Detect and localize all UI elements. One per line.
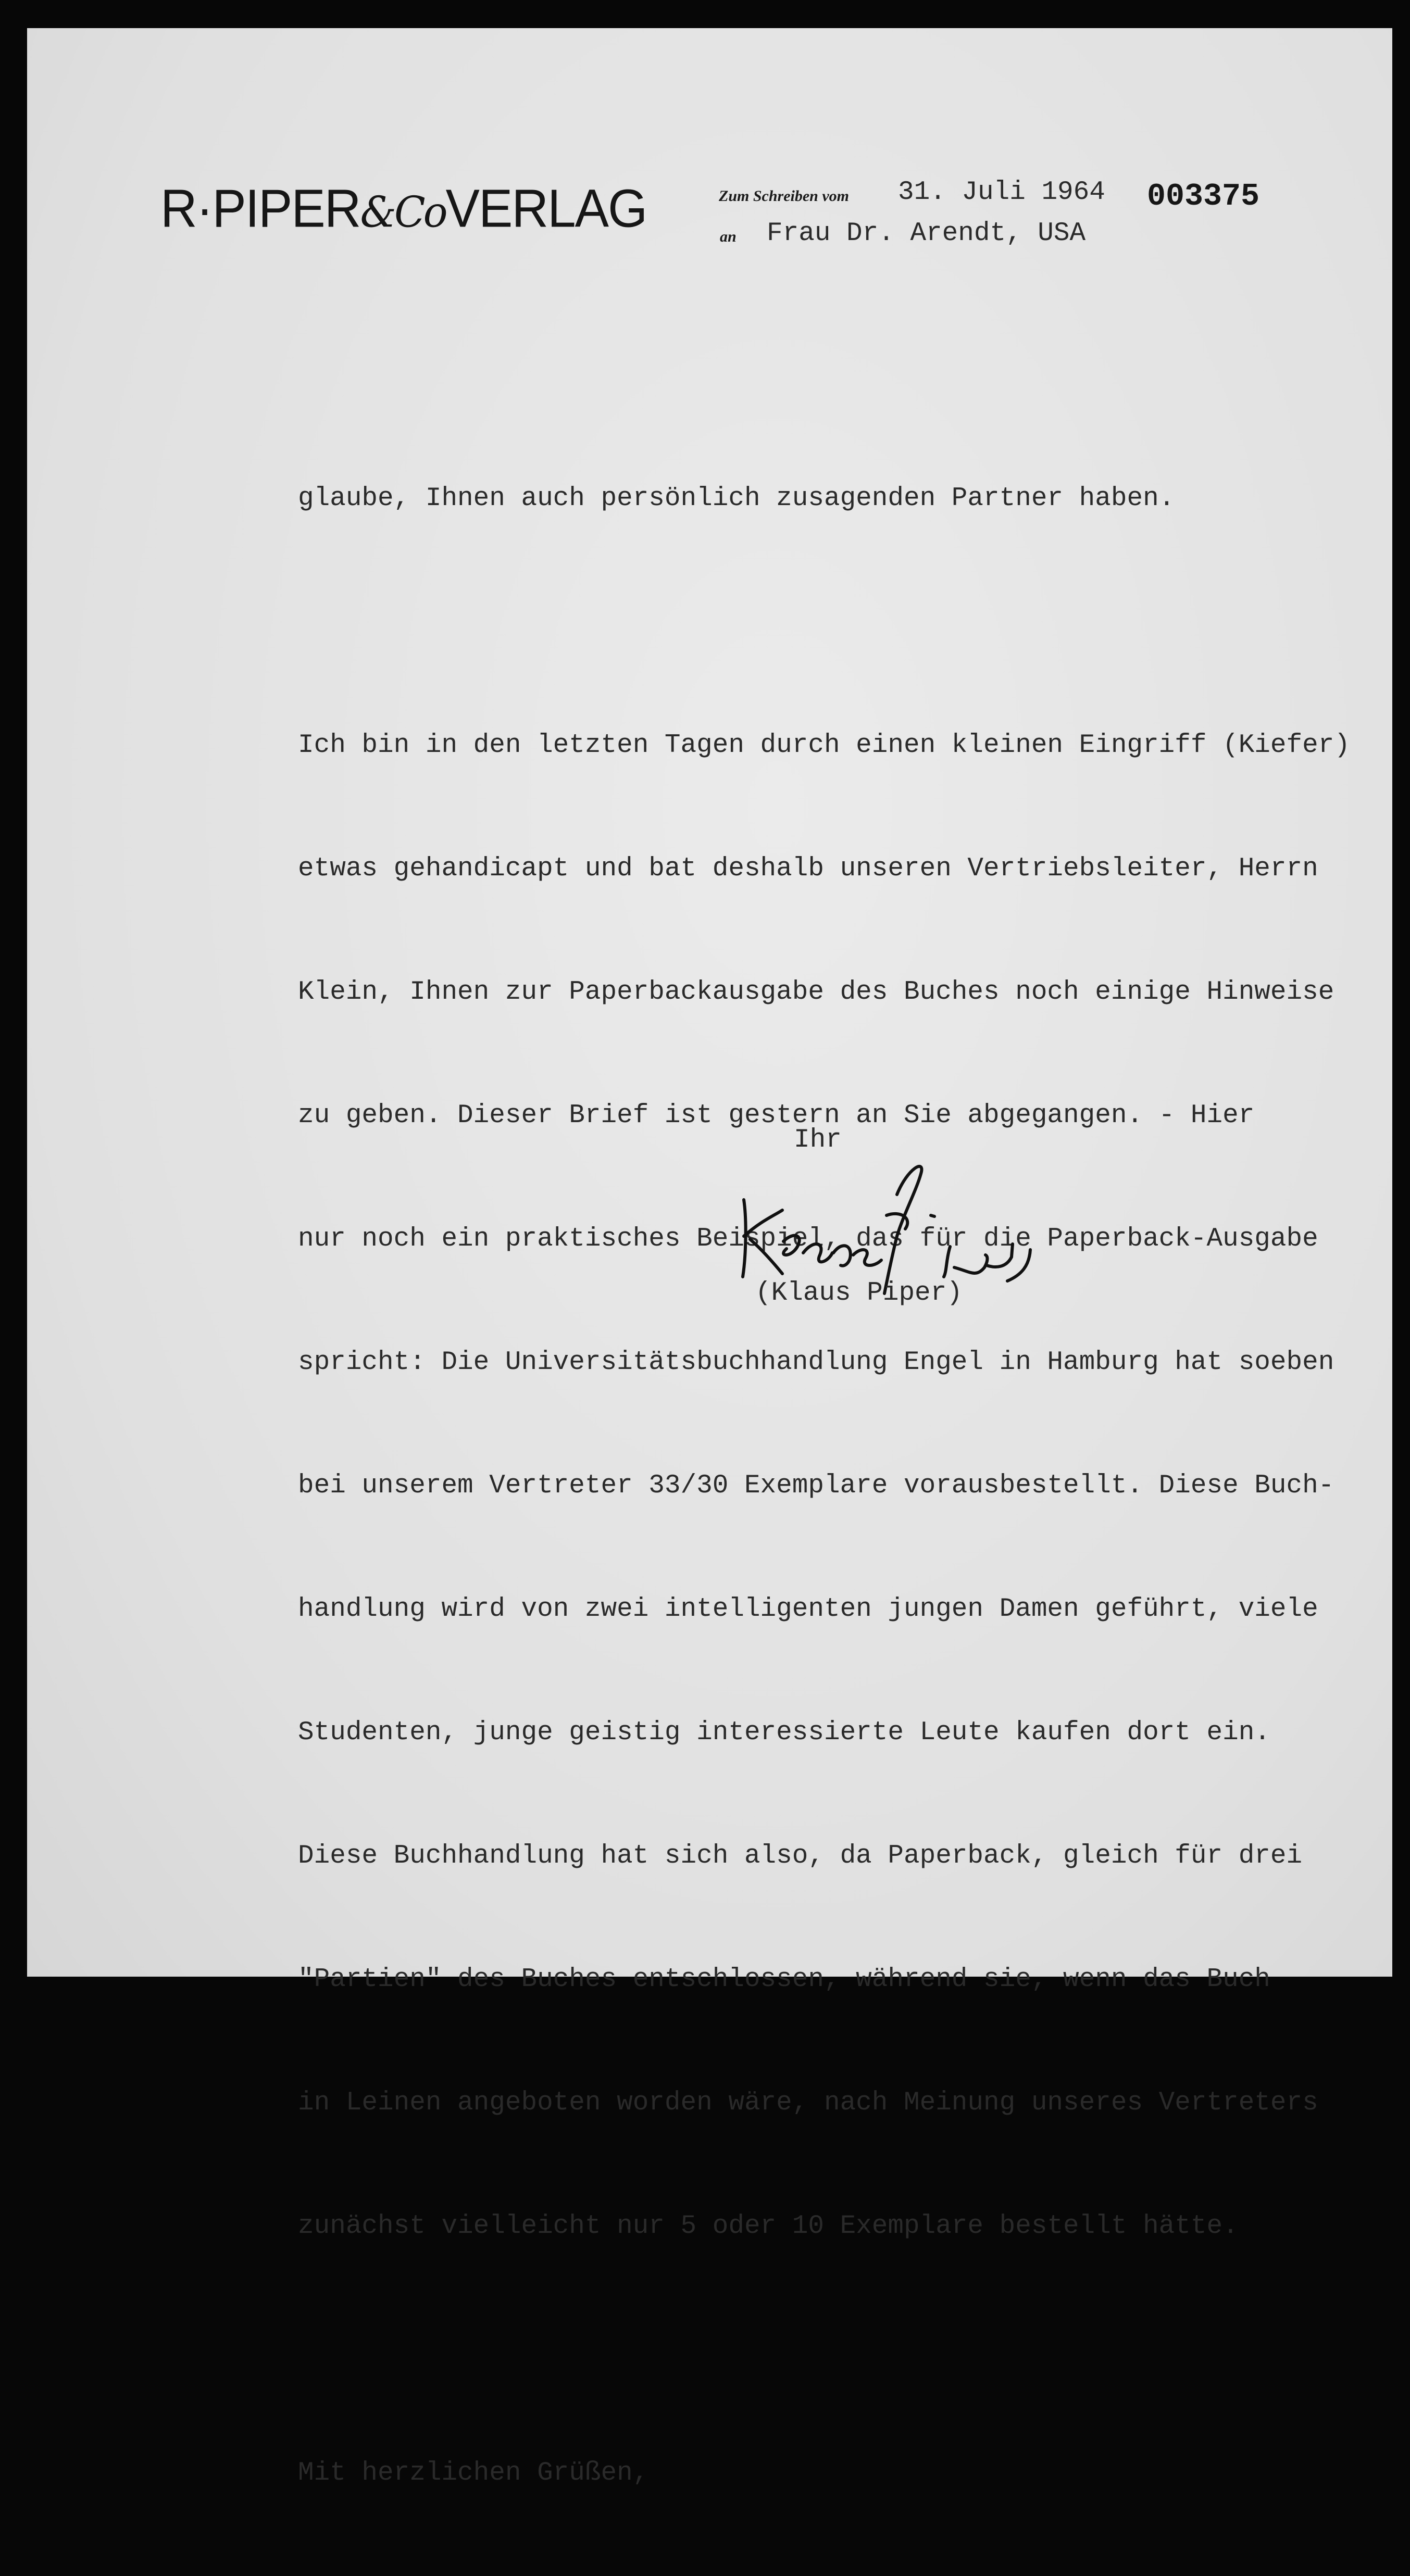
body-line: zunächst vielleicht nur 5 oder 10 Exemplare bestellt hätte.: [298, 2211, 1239, 2241]
body-line: etwas gehandicapt und bat deshalb unseren Vertriebsleiter, Herrn: [298, 854, 1318, 884]
letter-page: [27, 28, 1392, 2488]
signatory-name: (Klaus Piper): [755, 1278, 963, 1308]
closing: Ihr: [794, 1125, 842, 1155]
body-line: Klein, Ihnen zur Paperbackausgabe des Buches noch einige Hinweise: [298, 977, 1334, 1007]
body-line: spricht: Die Universitätsbuchhandlung Engel in Hamburg hat soeben: [298, 1348, 1334, 1377]
publisher-logo: R·PIPER&CoVERLAG: [160, 178, 647, 238]
body-line: "Partien" des Buches entschlossen, während sie, wenn das Buch: [298, 1965, 1270, 1994]
letter-body: [298, 396, 1410, 2576]
body-line: zu geben. Dieser Brief ist gestern an Sie abgegangen. - Hier: [298, 1101, 1255, 1130]
body-line: in Leinen angeboten worden wäre, nach Meinung unseres Vertreters: [298, 2088, 1318, 2118]
body-line: Studenten, junge geistig interessierte Leute kaufen dort ein.: [298, 1718, 1270, 1748]
body-line: Ich bin in den letzten Tagen durch einen kleinen Eingriff (Kiefer): [298, 731, 1350, 760]
body-line: bei unserem Vertreter 33/30 Exemplare vorausbestellt. Diese Buch-: [298, 1471, 1334, 1501]
body-line: Diese Buchhandlung hat sich also, da Paperback, gleich für drei: [298, 1841, 1303, 1871]
body-line: handlung wird von zwei intelligenten jungen Damen geführt, viele: [298, 1594, 1318, 1624]
reply-label: Zum Schreiben vom: [719, 187, 850, 205]
greeting: Mit herzlichen Grüßen,: [298, 2458, 649, 2488]
to-label: an: [720, 228, 737, 245]
letter-date: 31. Juli 1964: [898, 178, 1105, 207]
body-line: nur noch ein praktisches Beispiel, das für die Paperback-Ausgabe: [298, 1224, 1318, 1254]
body-line: glaube, Ihnen auch persönlich zusagenden Partner haben.: [298, 484, 1175, 513]
reference-number: 003375: [1147, 179, 1260, 215]
recipient: Frau Dr. Arendt, USA: [767, 219, 1086, 248]
